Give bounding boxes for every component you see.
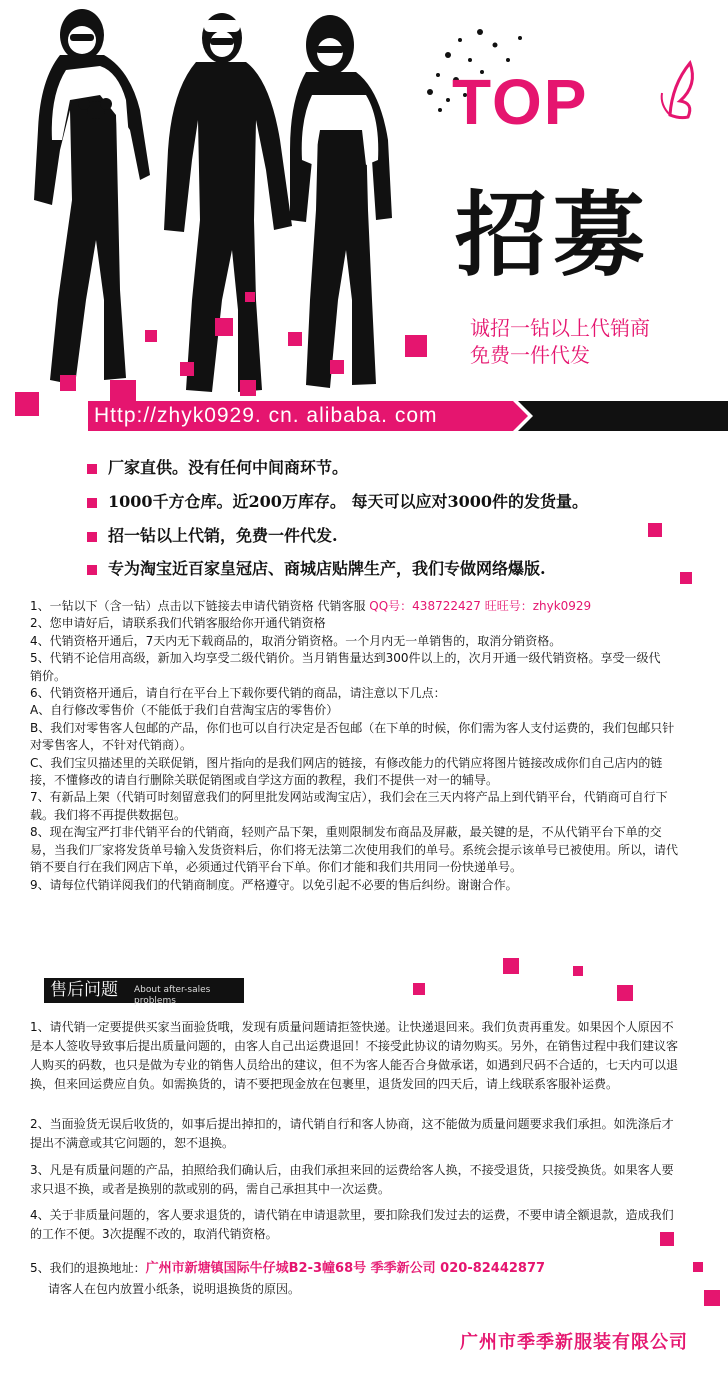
after-sales-item-4: 4、关于非质量问题的，客人要求退货的，请代销在申请退款里，要扣除我们发过去的运费，不要申请全额退款，造成我们的工作不便。3次提醒不改的，取消代销资格。 (30, 1208, 674, 1241)
after-sales-item-2: 2、当面验货无误后收货的，如事后提出掉扣的，请代销自行和客人协商，这不能做为质量问题要求我们承担。如洗涤后才提出不满意或其它问题的，恕不退换。 (30, 1117, 674, 1150)
decor-square (330, 360, 344, 374)
models-illustration (0, 0, 420, 400)
decor-square (145, 330, 157, 342)
decor-square (413, 983, 425, 995)
rule-6: 6、代销资格开通后，请自行在平台上下载你要代销的商品，请注意以下几点： (30, 686, 446, 701)
rule-5: 5、代销不论信用高级，新加入均享受二级代销价。当月销售量达到300件以上的，次月开通一级代销资格。享受一级代销价。 (30, 651, 661, 683)
decor-square (180, 362, 194, 376)
decor-square (215, 318, 233, 336)
feature-item: 厂家直供。没有任何中间商环节。 (108, 458, 349, 477)
slogan-line-1: 诚招一钻以上代销商 (470, 316, 650, 340)
after-sales-subtitle: About after-sales problems (134, 985, 211, 1006)
feature-item: 专为淘宝近百家皇冠店、商城店贴牌生产，我们专做网络爆版. (108, 559, 546, 578)
decor-square (573, 966, 583, 976)
return-note: 请客人在包内放置小纸条，说明退换货的原因。 (48, 1282, 301, 1296)
return-address: 广州市新塘镇国际牛仔城B2-3幢68号 季季新公司 020-82442877 (145, 1261, 546, 1276)
decor-square (693, 1262, 703, 1272)
decor-square (648, 523, 662, 537)
return-address-line (30, 1259, 545, 1278)
slogan-line-2: 免费一件代发 (470, 343, 590, 367)
after-sales-title: 售后问题 (50, 980, 118, 1000)
butterfly-icon (640, 55, 700, 125)
rule-9: 9、请每位代销详阅我们的代销商制度。严格遵守。以免引起不必要的售后纠纷。谢谢合作。 (30, 877, 518, 892)
decor-square (680, 572, 692, 584)
rule-4: 4、代销资格开通后，7天内无下载商品的，取消分销资格。一个月内无一单销售的，取消分销资格。 (30, 633, 562, 648)
header-banner (0, 0, 728, 395)
after-sales-item-1: 1、请代销一定要提供买家当面验货哦，发现有质量问题请拒签快递。让快递退回来。我们负责再重发。如果因个人原因不是本人签收导致事后提出质量问题的，由客人自己出运费退回！不接受此协议的请勿购买。另外，在销售过程中我们建议客人购买的码数，也只是做为专业的销售人员给出的建议，但不为客人能否合身做承诺，如遇到尺码不合适的，七天内可以退换，但来回运费应自负。如需换货的，请不要把现金放在包裹里，退货发回的四天后，请上线联系客服补运费。 (30, 1020, 679, 1091)
rule-1 (30, 598, 680, 615)
decor-square (15, 392, 39, 416)
decor-square (60, 375, 76, 391)
page-title: 招募 (455, 182, 652, 289)
decor-square (405, 335, 427, 357)
decor-square (240, 380, 256, 396)
rule-7: 7、有新品上架（代销可时刻留意我们的阿里批发网站或淘宝店），我们会在三天内将产品上到代销平台，代销商可自行下载。我们将不再提供数据包。 (30, 790, 668, 822)
feature-item: 1000千方仓库。近200万库存。 每天可以应对3000件的发货量。 (108, 492, 589, 511)
decor-square (245, 292, 255, 302)
rule-2: 2、您申请好后，请联系我们代销客服给你开通代销资格 (30, 616, 326, 631)
rule-c: C、我们宝贝描述里的关联促销，图片指向的是我们网店的链接，有修改能力的代销应将图片链接改成你们自己店内的链接，不懂修改的请自行删除关联促销图或自学这方面的教程，我们不提供一对一的辅导。 (30, 755, 663, 788)
after-sales-header (44, 978, 244, 1006)
customer-service-contact: QQ号：438722427 旺旺号：zhyk0929 (369, 599, 592, 613)
rule-b: B、我们对零售客人包邮的产品，你们也可以自行决定是否包邮（在下单的时候，你们需为客人支付运费的，我们包邮只针对零售客人，不针对代销商）。 (30, 720, 675, 753)
feature-item: 招一钻以上代销，免费一件代发. (108, 526, 338, 545)
rule-8: 8、现在淘宝严打非代销平台的代销商，轻则产品下架，重则限制发布商品及屏蔽，最关键的是，不从代销平台下单的交易，当我们厂家将发货单号输入发货资料后，你们将无法第二次使用我们的单号。系统会提示该单号已被使用。所以，请代销不要自行在我们网店下单，必须通过代销平台下单。你们才能和我们共用同一份快递单号。 (30, 825, 679, 875)
rule-1-text: 1、一钻以下（含一钻）点击以下链接去申请代销资格 代销客服 (30, 599, 370, 613)
company-name: 广州市季季新服装有限公司 (460, 1332, 688, 1353)
decor-square (704, 1290, 720, 1306)
decor-square (503, 958, 519, 974)
rule-a: A、自行修改零售价（不能低于我们自营淘宝店的零售价） (30, 703, 339, 718)
decor-square (617, 985, 633, 1001)
shop-url-link[interactable]: Http://zhyk0929. cn. alibaba. com (94, 404, 438, 427)
decor-square (288, 332, 302, 346)
after-sales-item-3: 3、凡是有质量问题的产品，拍照给我们确认后，由我们承担来回的运费给客人换，不接受退货，只接受换货。如果客人要求只退不换，或者是换别的款或别的码，需自己承担其中一次运费。 (30, 1163, 674, 1196)
top-logo-text: TOP (452, 66, 589, 138)
dropship-rules (30, 598, 680, 894)
return-address-label: 5、我们的退换地址： (30, 1261, 146, 1275)
